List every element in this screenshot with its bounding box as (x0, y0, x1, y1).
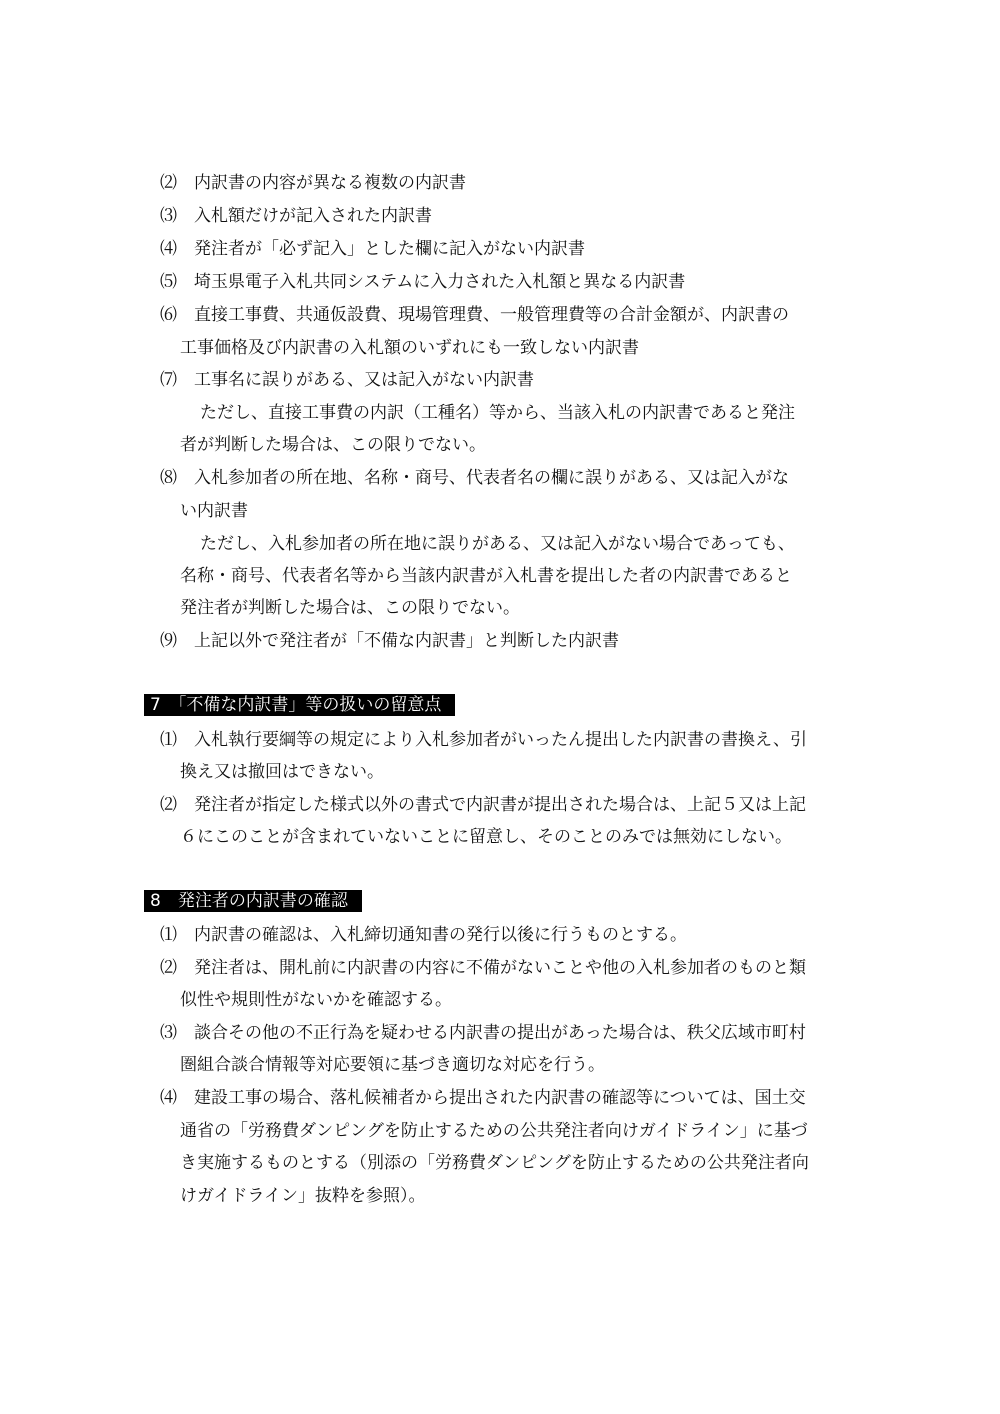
section-heading-8: 8 発注者の内訳書の確認 (144, 890, 362, 912)
s7-item-2-cont: ６にこのことが含まれていないことに留意し、そのことのみでは無効にしない。 (180, 827, 792, 847)
s8-item-2-cont: 似性や規則性がないかを確認する。 (180, 990, 452, 1010)
list-item-8-note: ただし、入札参加者の所在地に誤りがある、又は記入がない場合であっても、 (200, 534, 795, 554)
list-item-3: ⑶ 入札額だけが記入された内訳書 (160, 206, 432, 226)
list-item-7: ⑺ 工事名に誤りがある、又は記入がない内訳書 (160, 370, 534, 390)
list-item-2: ⑵ 内訳書の内容が異なる複数の内訳書 (160, 173, 466, 193)
s8-item-4-cont1: 通省の「労務費ダンピングを防止するための公共発注者向けガイドライン」に基づ (180, 1121, 808, 1141)
list-item-8-note-cont1: 名称・商号、代表者名等から当該内訳書が入札書を提出した者の内訳書であると (180, 566, 792, 586)
list-item-5: ⑸ 埼玉県電子入札共同システムに入力された入札額と異なる内訳書 (160, 272, 686, 292)
s8-item-4-cont3: けガイドライン」抜粋を参照）。 (180, 1186, 426, 1206)
list-item-8-cont: い内訳書 (180, 501, 248, 521)
list-item-6-cont: 工事価格及び内訳書の入札額のいずれにも一致しない内訳書 (180, 338, 639, 358)
list-item-9: ⑼ 上記以外で発注者が「不備な内訳書」と判断した内訳書 (160, 631, 619, 651)
list-item-7-note-cont: 者が判断した場合は、この限りでない。 (180, 435, 486, 455)
s8-item-4-cont2: き実施するものとする（別添の「労務費ダンピングを防止するための公共発注者向 (180, 1153, 809, 1173)
s8-item-4: ⑷ 建設工事の場合、落札候補者から提出された内訳書の確認等については、国土交 (160, 1088, 806, 1108)
s8-item-2: ⑵ 発注者は、開札前に内訳書の内容に不備がないことや他の入札参加者のものと類 (160, 958, 806, 978)
s8-item-3-cont: 圏組合談合情報等対応要領に基づき適切な対応を行う。 (180, 1055, 605, 1075)
list-item-4: ⑷ 発注者が「必ず記入」とした欄に記入がない内訳書 (160, 239, 585, 259)
s8-item-3: ⑶ 談合その他の不正行為を疑わせる内訳書の提出があった場合は、秩父広域市町村 (160, 1023, 806, 1043)
list-item-6: ⑹ 直接工事費、共通仮設費、現場管理費、一般管理費等の合計金額が、内訳書の (160, 305, 789, 325)
s7-item-1: ⑴ 入札執行要綱等の規定により入札参加者がいったん提出した内訳書の書換え、引 (160, 730, 808, 750)
list-item-8-note-cont2: 発注者が判断した場合は、この限りでない。 (180, 598, 520, 618)
s7-item-2: ⑵ 発注者が指定した様式以外の書式で内訳書が提出された場合は、上記５又は上記 (160, 795, 806, 815)
list-item-7-note: ただし、直接工事費の内訳（工種名）等から、当該入札の内訳書であると発注 (200, 403, 795, 423)
section-heading-7: 7 「不備な内訳書」等の扱いの留意点 (144, 694, 455, 716)
s7-item-1-cont: 換え又は撤回はできない。 (180, 762, 384, 782)
s8-item-1: ⑴ 内訳書の確認は、入札締切通知書の発行以後に行うものとする。 (160, 925, 687, 945)
list-item-8: ⑻ 入札参加者の所在地、名称・商号、代表者名の欄に誤りがある、又は記入がな (160, 468, 789, 488)
